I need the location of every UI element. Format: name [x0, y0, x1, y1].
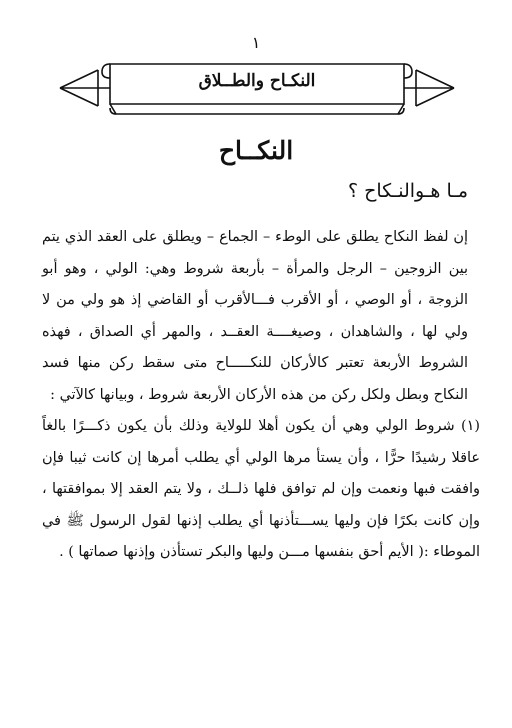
header-banner: [58, 56, 456, 124]
body-text: [42, 222, 480, 569]
paragraph: إن لفظ النكاح يطلق على الوطء – الجماع – ويطلق على العقد الذي يتم بين الزوجين – الرجل والمرأة – بأربعة شروط وهي: الولي ، وهو أبو الزوجة ، أو الوصي ، أو الأقرب فـــالأقرب أو القاضي إذ هو ولي من لا ولي لها ، والشاهدان ، وصيغــــة العقــد ، والمهر أي الصداق ، فهذه الشروط الأربعة تعتبر كالأركان للنكـــــاح متى سقط ركن منها فسد النكاح وبطل ولكل ركن من هذه الأركان الأربعة شروط ، وبيانها كالآتي :: [42, 229, 468, 403]
banner-title: النكـاح والطــلاق: [198, 71, 316, 91]
chapter-title: النكــاح: [218, 136, 294, 165]
list-item: (١) شروط الولي وهي أن يكون أهلا للولاية وذلك بأن يكون ذكـــرًا بالغاً عاقلا رشيدًا حرًّا ، وأن يستأ مرها الولي أي يطلب أمرها إن كانت ثيبا فإن وافقت فبها ونعمت وإن لم توافق فلها ذلــك ، ولا يتم العقد إلا بموافقتها ، وإن كانت بكرًا فإن وليها يســـتأذنها أي يطلب إذنها لقول الرسول ﷺ في الموطاء :( الأيم أحق بنفسها مـــن وليها والبكر تستأذن وإذنها صماتها ) .: [42, 418, 480, 560]
section-question: مـا هـوالنـكاح ؟: [347, 180, 468, 202]
page-number: ١: [251, 33, 261, 52]
